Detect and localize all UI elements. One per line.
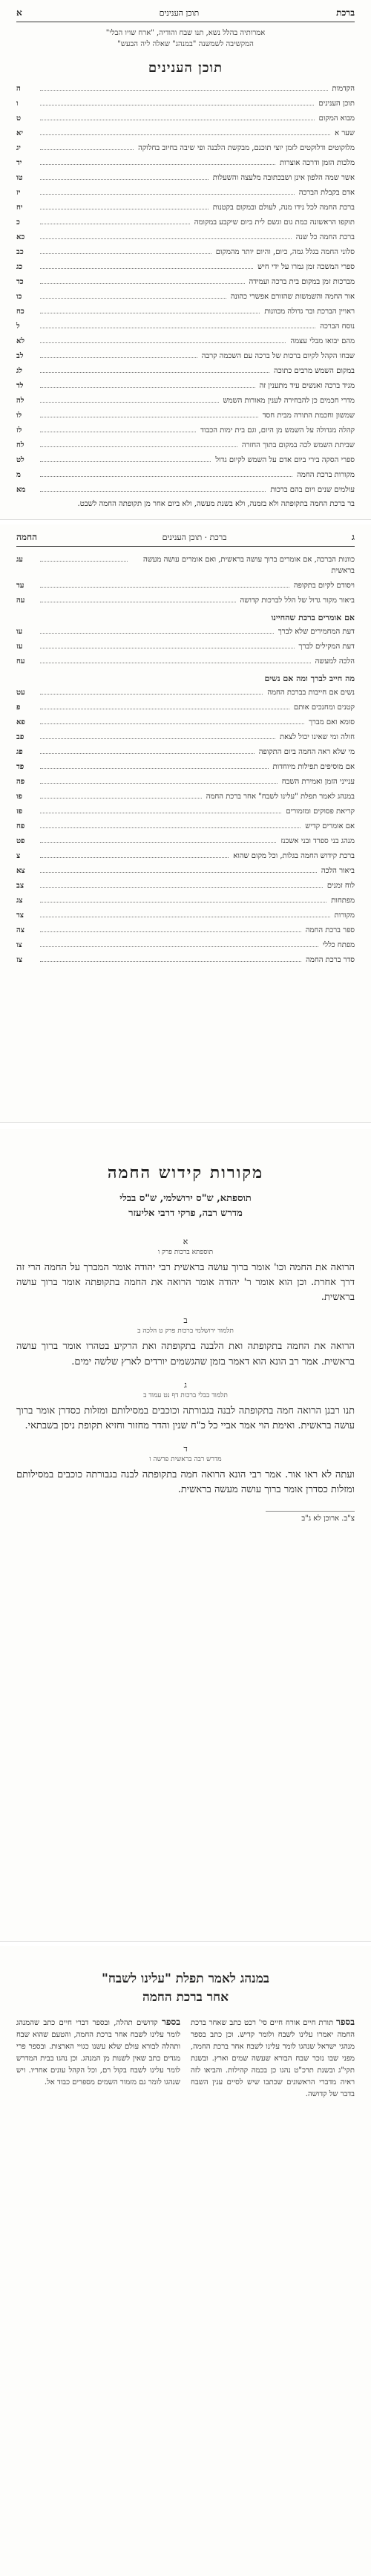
- toc-row-label: מברכות זמן במקום בית ברכה ועמידה: [249, 278, 355, 286]
- toc-row-label: ברכת קידוש החמה בגלות, וכל מקום שהוא: [233, 852, 355, 860]
- toc-row: [16, 217, 355, 228]
- dot-leader: [40, 158, 275, 165]
- toc-row-label: עולמים שנים ויום בהם ברכות: [270, 486, 355, 494]
- toc-row-page: פח: [16, 822, 25, 830]
- dot-leader: [40, 792, 202, 799]
- toc-row: [16, 595, 355, 606]
- toc-row-label: סדר ברכת החמה: [306, 956, 355, 964]
- toc-closing: בר ברכת החמה בתקופתה ולא בזמנה, ולא בשנת מעשה, ולא ביום אחר מן תקופתה החמה לשבט.: [77, 500, 355, 508]
- dot-leader: [40, 114, 315, 120]
- toc-row: [16, 380, 355, 391]
- page-sources: [0, 1129, 371, 1942]
- toc-row: [16, 232, 355, 243]
- dot-leader: [40, 188, 295, 195]
- toc-row: [16, 940, 355, 951]
- toc-row-page: כב: [16, 248, 24, 256]
- dot-leader: [40, 851, 229, 858]
- section-text: הרואה את החמה וכו' אומר ברוך עושה בראשית רבי יהודה אומר המברך על החמה הרי זה דרך אחרת. וכן הוא אומר ר' יהודה אומר הרואה את החמה בתקופתה אומר ברוך עושה בראשית.: [16, 1262, 355, 1304]
- toc-subtitle: מה חייב לברך ומה אם נשים: [264, 674, 355, 683]
- section-citation: מדרש רבה בראשית פרשה ו: [149, 1455, 222, 1463]
- toc-row-label: אדם בקבלת הברכה: [298, 189, 355, 197]
- toc-row: [16, 836, 355, 847]
- toc-row: [16, 365, 355, 377]
- toc-row-label: שמשון וחכמת התורה מבית חסד: [262, 412, 355, 420]
- section-number: א: [183, 1237, 188, 1246]
- toc-row: [16, 425, 355, 436]
- toc-row: [16, 321, 355, 332]
- footnote: צ"ב. ארוכן לא ג"ב: [266, 1511, 355, 1523]
- head-left: א: [16, 7, 22, 18]
- toc-row-label: הקדמות: [332, 85, 355, 93]
- toc-row: [16, 850, 355, 862]
- toc-row-page: כ: [16, 218, 20, 227]
- dot-leader: [40, 455, 211, 462]
- toc-row-label: ספרי הסקה בירי ביום אדם על השמש לקיום גדול: [215, 456, 355, 464]
- toc-row-label: ויסודם לקיום בתקופה: [293, 582, 355, 590]
- toc-row-page: צד: [16, 911, 24, 920]
- toc-row: [16, 865, 355, 876]
- toc-row-label: מפתח כללי: [322, 941, 355, 949]
- toc-row: [16, 276, 355, 287]
- toc-row-page: יא: [16, 129, 24, 137]
- toc-row: [16, 880, 355, 891]
- dot-leader: [40, 596, 236, 602]
- dot-leader: [40, 732, 275, 739]
- toc-row-label: אם מוסיפים תפילות מיוחדות: [272, 763, 355, 771]
- toc-row-label: במקום השמש מרבים כתוכה: [274, 367, 355, 375]
- toc-row: [16, 202, 355, 213]
- toc-row-page: צג: [16, 897, 23, 905]
- toc-row-page: עו: [16, 628, 23, 636]
- dot-leader: [40, 381, 255, 388]
- toc-row-label: מהם יבואו מבלי עצמה: [290, 337, 355, 345]
- toc-row-page: צו: [16, 941, 22, 949]
- toc-row: [16, 336, 355, 347]
- toc-row-label: ספר ברכת החמה: [305, 926, 355, 934]
- toc-row-label: לוח זמנים: [326, 882, 355, 890]
- toc-row-label: מדרי חכמים כן להבחירה לענין מאורות השמש: [223, 397, 355, 405]
- toc-row-page: לא: [16, 337, 25, 345]
- dot-leader: [40, 955, 301, 962]
- section-text: תנו רבנן הרואה חמה בתקופתה לבנה בגבורתה וכוכבים במסילותם ומזלות כסדרן אומר ברוך עושה בראשית. ואימת הוי אמר אביי כל כ"ח שנין והדר מחזור וחזיא תקופת ניסן בשבתאי.: [16, 1405, 355, 1431]
- toc-row-page: לה: [16, 397, 24, 405]
- toc-row: [16, 580, 355, 591]
- dot-leader: [40, 336, 286, 343]
- toc-row-label: הלכה למעשה: [315, 657, 355, 666]
- toc-row-page: לט: [16, 456, 24, 464]
- essay-title-line: אחר ברכת החמה: [142, 1989, 229, 2005]
- toc-row-label: אור החמה והשמשות שהזורם אפשרי כהונה: [230, 293, 355, 301]
- toc-row-label: קטנים ומחנכים אותם: [293, 703, 355, 712]
- toc-row: [16, 291, 355, 302]
- dot-leader: [40, 485, 266, 492]
- toc-row: [16, 306, 355, 317]
- dot-leader: [40, 688, 263, 695]
- toc-row: [16, 806, 355, 817]
- toc-row-label: סלוני החמה בגלל גמה, כיום, והיום יותר מהמקום: [215, 248, 355, 256]
- dot-leader: [40, 926, 301, 932]
- toc-list: [16, 83, 355, 495]
- dot-leader: [40, 173, 209, 180]
- sources-subtitle-line: תוספתא, ש"ס ירושלמי, ש"ס בבלי: [119, 1193, 252, 1204]
- toc-row-page: פז: [16, 807, 23, 816]
- sources-subtitle-line: מדרש רבה, פרקי דרבי אליעזר: [128, 1207, 243, 1219]
- toc-row-page: לג: [16, 367, 22, 375]
- dot-leader: [40, 322, 315, 328]
- approval-line-2: המקשיבה לשמשנה "במנהג" שאלה ליה הבעש": [117, 39, 254, 48]
- toc-row-page: ל: [16, 322, 20, 331]
- toc-row: [16, 821, 355, 832]
- column-lead: בספר: [335, 2017, 355, 2028]
- toc-list: [16, 626, 355, 667]
- dot-leader: [40, 555, 128, 562]
- toc-row-page: פב: [16, 733, 24, 741]
- toc-row-label: מלכות הזמן ודרכה אוצרות: [280, 159, 355, 167]
- toc-row-label: מגיד ברכה ואנשים עיד מתענין זה: [259, 382, 355, 390]
- head-mid: תוכן הענינים: [159, 8, 200, 18]
- dot-leader: [40, 232, 292, 239]
- toc-row-label: מי שלא ראה החמה ביום התקופה: [258, 748, 355, 756]
- dot-leader: [40, 581, 289, 588]
- dot-leader: [40, 866, 317, 873]
- toc-row-label: נשים אם חייבות בברכת החמה: [267, 689, 355, 697]
- dot-leader: [40, 762, 269, 769]
- head-right: ברכת: [336, 7, 355, 18]
- toc-row: [16, 172, 355, 183]
- toc-row-page: צז: [16, 956, 23, 964]
- dot-leader: [40, 307, 260, 313]
- dot-leader: [40, 277, 245, 284]
- toc-row: [16, 455, 355, 466]
- toc-row: [16, 626, 355, 637]
- dot-leader: [40, 896, 326, 902]
- toc-row-page: פה: [16, 778, 25, 786]
- toc-row-page: פא: [16, 718, 25, 726]
- toc-row: [16, 469, 355, 481]
- toc-row: [16, 261, 355, 273]
- sources-title: מקורות קידוש החמה: [107, 1163, 264, 1183]
- dot-leader: [40, 747, 255, 754]
- dot-leader: [40, 642, 295, 648]
- column-text: תורת חיים אורח חיים סי' רכט כתב שאחר ברכת החמה יאמרו עלינו לשבח ולומר קדיש. וכן כתב בספר מנהגי ישראל שנהגו לומר עלינו לשבח אחר ברכת החמה, מפני שבו נזכר שבח הבורא שעשה שמים וארץ. ובשנת תקי"ג ובשנת תרכ"ט נהגו כן בכמה קהילות. והביאו לזה ראיה מדברי הראשונים שכתבו שיש לסיים ענין השבח בדבר של קדושה.: [191, 2019, 355, 2099]
- dot-leader: [40, 426, 196, 432]
- toc-row: [16, 247, 355, 258]
- toc-row-label: מבוא המקום: [318, 114, 355, 123]
- section-text: הרואה את החמה בתקופתה ואת הלבנה בתקופתה ואת הרקיע בטהרו אומר ברוך עושה בראשית. אמר רב הונא הוא דאמר בזמן שהגשמים יורדים לארץ שלשה ימים.: [16, 1341, 355, 1367]
- toc-row-page: פד: [16, 763, 24, 771]
- toc-row-label: ביאור מקור גדול של הלל לברכות קדושה: [240, 596, 355, 605]
- toc-row: [16, 395, 355, 406]
- dot-leader: [40, 440, 237, 447]
- dot-leader: [40, 807, 281, 813]
- toc-row-page: עה: [16, 596, 25, 605]
- section-number: ד: [183, 1443, 188, 1454]
- toc-row-label: קריאת פסוקים ומזמורים: [286, 807, 355, 816]
- dot-leader: [40, 777, 278, 784]
- toc-list: [16, 687, 355, 966]
- toc-row-label: ענייני הזמן ואמירת השבח: [281, 778, 355, 786]
- toc-row: [16, 687, 355, 698]
- head-mid: ברכת · תוכן הענינים: [162, 533, 227, 542]
- toc-row: [16, 351, 355, 362]
- toc-row-label: מלוקוטים ודלוקטים לזמן יוצי תוכנם, מבקשת הלבנה ופי שיבה בחיוב בחלוקה: [138, 144, 355, 152]
- dot-leader: [40, 292, 226, 299]
- dot-leader: [40, 657, 311, 663]
- head-left: החמה: [16, 532, 38, 542]
- dot-leader: [40, 99, 314, 105]
- toc-row: [16, 776, 355, 787]
- toc-row-page: פט: [16, 837, 25, 845]
- toc-row-label: מקורות: [334, 911, 355, 920]
- column-lead: בספר: [161, 2017, 180, 2028]
- toc-row: [16, 113, 355, 124]
- toc-row: [16, 761, 355, 773]
- toc-row-label: מפתחות: [331, 897, 355, 905]
- toc-row-page: יד: [16, 159, 22, 167]
- dot-leader: [40, 703, 289, 709]
- toc-row: [16, 656, 355, 667]
- toc-row-page: טו: [16, 174, 23, 182]
- dot-leader: [40, 822, 301, 828]
- toc-row-page: צא: [16, 867, 25, 875]
- toc-row-page: כא: [16, 233, 25, 241]
- toc-row: [16, 747, 355, 758]
- toc-row: [16, 157, 355, 169]
- toc-row-label: ברכת החמה כל שנה: [295, 233, 355, 241]
- toc-row-label: ראויין הברכת ובר גדולה מכוונות: [264, 308, 355, 316]
- toc-row-page: לו: [16, 412, 22, 420]
- dot-leader: [40, 940, 318, 947]
- toc-row-label: במנהג לאמר תפלת "עלינו לשבח" אחר ברכת החמה: [206, 793, 355, 801]
- essay-columns: [16, 2015, 355, 2101]
- toc-row-page: יז: [16, 189, 21, 197]
- dot-leader: [40, 262, 253, 269]
- dot-leader: [40, 129, 330, 135]
- approval-line-1: אמרותיה בהלל נשא, תנו שבח והודיה, "ארח שויו הבלי": [105, 29, 266, 37]
- toc-row-page: יג: [16, 144, 21, 152]
- dot-leader: [40, 143, 134, 150]
- dot-leader: [40, 396, 219, 403]
- essay-column-left: [16, 2015, 180, 2101]
- toc-row-label: חולה ומי שאינו יכול לצאת: [279, 733, 355, 741]
- toc-row-page: לח: [16, 441, 24, 449]
- toc-row-label: דעת המחמירים שלא לברך: [278, 628, 355, 636]
- column-text: קדושים תהלה, ובספר דברי חיים כתב שהמנהג לומר עלינו לשבח אחר ברכת החמה, והטעם שהוא שבח ותהלה לבורא עולם שלא עשנו כגויי הארצות. ובספר פרי מגדים כתב שאין לשנות מן המנהג. וכן נהגו בבית המדרש לומר עלינו לשבח בקול רם, וכל הקהל עונים אחריו. ויש שנהגו לומר גם מזמור השמים מספרים כבוד אל.: [16, 2019, 180, 2087]
- toc-row: [16, 410, 355, 421]
- essay-column-right: [191, 2015, 355, 2101]
- toc-row-page: פ: [16, 703, 21, 712]
- dot-leader: [40, 366, 269, 373]
- toc-row-label: אשר שמה הלפון אינן ושבכתובה מלעצה והשעלות: [212, 174, 355, 182]
- toc-row-page: ט: [16, 114, 22, 123]
- dot-leader: [40, 203, 209, 209]
- dot-leader: [40, 718, 304, 724]
- toc-row-page: עז: [16, 643, 23, 651]
- essay-title: [16, 1970, 355, 2006]
- toc-row-page: כד: [16, 278, 24, 286]
- toc-row: [16, 187, 355, 198]
- toc-row-label: מקורות ברכת החמה: [297, 471, 355, 479]
- toc-row-page: לב: [16, 352, 24, 360]
- toc-row: [16, 732, 355, 743]
- toc-row-page: עח: [16, 657, 25, 666]
- toc-row-page: ה: [16, 85, 21, 93]
- toc-row: [16, 143, 355, 154]
- toc-row-label: תוקפו הראשונה כמת גום וגשם לית ביום שיקבע במקומה: [194, 218, 355, 227]
- dot-leader: [40, 218, 190, 224]
- toc-row: [16, 440, 355, 451]
- toc-row-page: עג: [16, 556, 23, 564]
- page-toc-2: [0, 524, 371, 1123]
- toc-row-page: לד: [16, 382, 24, 390]
- toc-row: [16, 83, 355, 94]
- toc-row-label: ברכת החמה לכל נידו מנה, לעולם ובמקום בקטנות: [212, 204, 355, 212]
- toc-row: [16, 128, 355, 139]
- toc-row: [16, 98, 355, 109]
- toc-row: [16, 554, 355, 576]
- toc-row: [16, 702, 355, 713]
- section-citation: תלמוד ירושלמי ברכות פרק ט הלכה ב: [137, 1327, 234, 1336]
- toc-row-label: ביאור הלכה: [321, 867, 355, 875]
- sources-subtitle: [16, 1191, 355, 1220]
- toc-row: [16, 954, 355, 966]
- dot-leader: [40, 881, 323, 888]
- toc-row-page: כח: [16, 308, 24, 316]
- toc-row: [16, 791, 355, 802]
- toc-row-page: פג: [16, 748, 23, 756]
- toc-row-page: פו: [16, 793, 22, 801]
- toc-list: [16, 554, 355, 606]
- dot-leader: [40, 411, 258, 417]
- toc-row-page: ו: [16, 100, 19, 108]
- toc-subtitle: אם אומרים ברכת שהחיינו: [271, 613, 355, 622]
- page-essay: [0, 1946, 371, 2576]
- section-number: ג: [184, 1379, 187, 1390]
- toc-row-label: מנהג בני ספרד ובני אשכנז: [280, 837, 355, 845]
- running-head: [16, 7, 355, 22]
- toc-row-label: תוכן הענינים: [318, 100, 355, 108]
- dot-leader: [40, 247, 211, 254]
- section-text: ועתה לא ראו אור. אמר רבי הונא הרואה חמה בתקופתה לבנה בגבורתה כוכבים במסילותם ומזלות כסדרן אומר ברוך עושה מעשה בראשית.: [16, 1468, 355, 1496]
- toc-row: [16, 484, 355, 495]
- toc-row: [16, 717, 355, 728]
- head-right: ג: [352, 532, 355, 542]
- toc-row-page: עד: [16, 582, 24, 590]
- toc-row: [16, 895, 355, 906]
- toc-title: תוכן הענינים: [148, 60, 223, 76]
- section-number: ב: [183, 1315, 188, 1326]
- toc-row-page: יח: [16, 204, 23, 212]
- toc-row-page: מא: [16, 486, 26, 494]
- toc-row-page: לז: [16, 426, 22, 435]
- toc-row-label: סומא ואם מברך: [309, 718, 355, 726]
- toc-row-label: דעת המקילים לברך: [298, 643, 355, 651]
- toc-row-label: ספרי המשכה זמן גמרו על ידי חיש: [257, 263, 355, 271]
- section-citation: תוספתא ברכות פרק ו: [157, 1249, 214, 1256]
- toc-row-page: צ: [16, 852, 21, 860]
- toc-row: [16, 910, 355, 921]
- dot-leader: [40, 84, 328, 91]
- running-head: [16, 532, 355, 547]
- toc-row-page: מ: [16, 471, 21, 479]
- dot-leader: [40, 911, 330, 917]
- toc-row-page: צה: [16, 926, 24, 934]
- essay-title-line: במנהג לאמר תפלת "עלינו לשבח": [102, 1971, 269, 1986]
- dot-leader: [40, 836, 276, 843]
- toc-row-page: עט: [16, 689, 25, 697]
- dot-leader: [40, 351, 197, 358]
- toc-row: [16, 925, 355, 936]
- page-toc-1: [0, 0, 371, 520]
- toc-row-label: שער א: [335, 129, 355, 137]
- toc-row-page: צב: [16, 882, 24, 890]
- dot-leader: [40, 470, 292, 477]
- toc-row-page: כג: [16, 263, 23, 271]
- toc-row-label: שבחו הקהל לקיום ברכות של ברכה עם השכמה קרבה: [201, 352, 355, 360]
- toc-row-label: קהלה מגדולה על השמש מן היום, וגם בית ימות הכבוד: [200, 426, 355, 435]
- toc-row-page: כו: [16, 293, 22, 301]
- toc-row: [16, 641, 355, 652]
- dot-leader: [40, 627, 274, 634]
- toc-row-label: כוונות הברכה, אם אומרים ברוך עושה בראשית, ואם אומרים עושה מעשה בראשית: [143, 556, 355, 575]
- toc-row-label: אם אומרים קדיש: [305, 822, 355, 830]
- toc-row-label: נוסח הברכה: [320, 322, 355, 331]
- section-citation: תלמוד בבלי ברכות דף נט עמוד ב: [143, 1391, 228, 1399]
- toc-row-label: שביתת השמש לכה במקום בתוך החזרה: [241, 441, 355, 449]
